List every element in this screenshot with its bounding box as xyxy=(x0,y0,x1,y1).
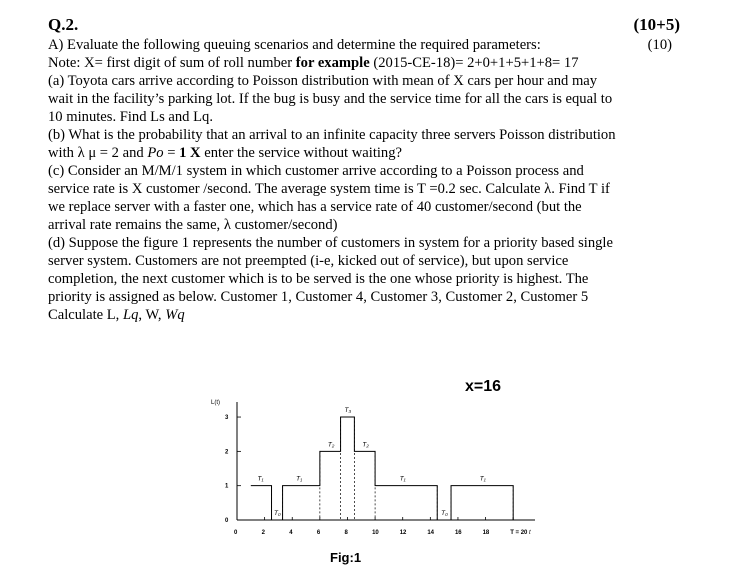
d-line5-prefix: Calculate L, xyxy=(48,307,120,323)
question-a-line1: (a) Toyota cars arrive according to Poisson distribution with mean of X cars per hour and may xyxy=(48,73,598,89)
x-tick-label: 4 xyxy=(289,530,293,536)
step-annotation: T₁ xyxy=(257,475,264,483)
question-number: Q.2. xyxy=(48,15,79,34)
question-d-line2: server system. Customers are not preempted (i-e, kicked out of service), but upon service xyxy=(48,253,569,269)
d-line5-mid: , W, xyxy=(138,307,162,323)
note-prefix: Note: X= first digit of sum of roll number xyxy=(48,55,293,71)
b-line2-rest: enter the service without waiting? xyxy=(200,145,402,161)
x-axis-label: t xyxy=(529,530,531,536)
part-a-heading-text: A) Evaluate the following queuing scenarios and determine the required parameters: xyxy=(48,37,541,53)
part-a-marks: (10) xyxy=(647,37,672,53)
question-d-line1: (d) Suppose the figure 1 represents the number of customers in system for a priority based single xyxy=(48,235,613,251)
y-tick-label: 1 xyxy=(225,483,229,490)
b-line2-eq: = xyxy=(163,145,180,161)
note-example: (2015-CE-18)= 2+0+1+5+1+8= 17 xyxy=(373,55,579,71)
part-a-heading xyxy=(48,36,728,54)
d-line5-wq: Wq xyxy=(165,307,185,323)
b-line2-po: Po xyxy=(147,145,164,161)
step-annotation: T₁ xyxy=(399,475,406,483)
question-a-line2: wait in the facility’s parking lot. If the bug is busy and the service time for all the cars is equal to xyxy=(48,91,613,107)
b-line2-bold: 1 X xyxy=(179,145,201,161)
question-c-line2: service rate is X customer /second. The average system time is T =0.2 sec. Calculate λ. Find T if xyxy=(48,181,610,197)
step-annotation: T₂ xyxy=(327,441,335,449)
question-d-line3: completion, the next customer which is to be served is the one whose priority is highest. The xyxy=(48,271,589,287)
question-b-line1: (b) What is the probability that an arrival to an infinite capacity three servers Poisson distribution xyxy=(48,127,616,143)
x-tick-label: 16 xyxy=(454,530,462,536)
x-tick-label: 18 xyxy=(482,530,490,536)
y-tick-label: 0 xyxy=(225,518,229,524)
x-tick-label: 10 xyxy=(372,530,379,536)
x-tick-label: 0 xyxy=(234,530,238,536)
figure-caption: Fig:1 xyxy=(330,550,362,565)
question-marks: (10+5) xyxy=(633,15,680,34)
y-axis-label: L(t) xyxy=(211,400,220,406)
question-c-line4: arrival rate remains the same, λ customer/second) xyxy=(48,217,338,233)
y-tick-label: 2 xyxy=(225,449,229,456)
note-example-label: for example xyxy=(295,55,370,71)
note-line xyxy=(48,54,728,72)
question-d-line5 xyxy=(48,306,728,324)
step-annotation: T₀ xyxy=(441,510,448,517)
d-line5-lq: Lq xyxy=(122,307,139,323)
x-tick-label: 12 xyxy=(399,530,407,536)
x-tick-label: 14 xyxy=(427,530,435,536)
step-annotation: T₁ xyxy=(479,475,486,483)
step-annotation: T₂ xyxy=(362,441,369,449)
x-tick-label: T = 20 xyxy=(510,530,528,536)
x-tick-label: 6 xyxy=(316,530,321,536)
question-c-line3: we replace server with a faster one, which has a service rate of 40 customer/second (but the xyxy=(48,199,582,215)
x-value-label: x=16 xyxy=(465,378,502,395)
b-line2-a: with λ μ = 2 and xyxy=(48,145,144,161)
step-annotation: T₀ xyxy=(274,510,281,517)
question-c-line1: (c) Consider an M/M/1 system in which customer arrive according to a Poisson process and xyxy=(48,163,584,179)
step-annotation: T₃ xyxy=(344,407,352,415)
y-tick-label: 3 xyxy=(225,415,229,422)
step-annotation: T₁ xyxy=(296,475,303,483)
x-tick-label: 2 xyxy=(261,530,265,536)
step-series-line xyxy=(251,417,513,520)
question-a-line3: 10 minutes. Find Ls and Lq. xyxy=(48,109,213,125)
question-header xyxy=(48,16,728,34)
question-b-line2 xyxy=(48,144,728,162)
x-tick-label: 8 xyxy=(344,530,348,536)
question-d-line4: priority is assigned as below. Customer 1, Customer 4, Customer 3, Customer 2, Customer 5 xyxy=(48,289,589,305)
